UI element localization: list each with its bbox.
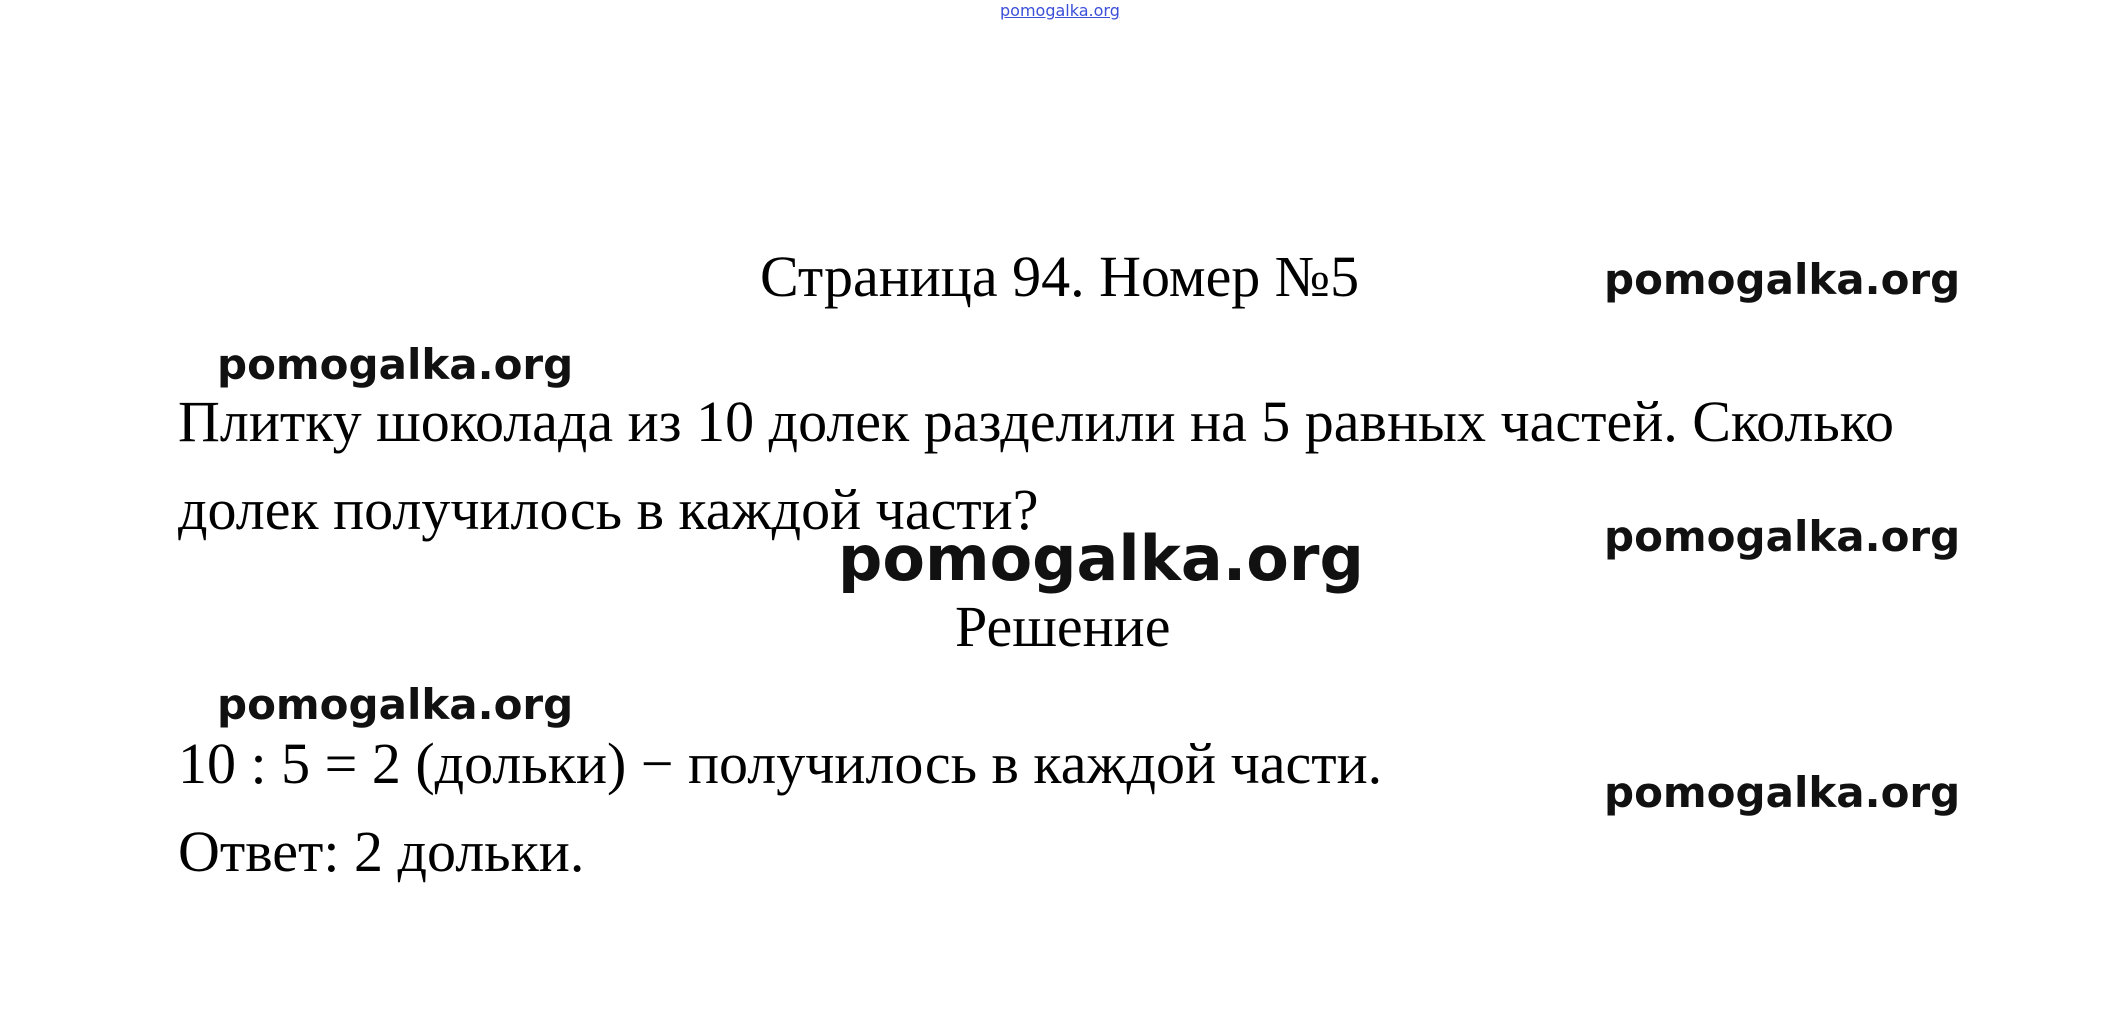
solution-heading: Решение <box>955 594 1171 659</box>
solution-text <box>178 720 1382 896</box>
answer-line: Ответ: 2 дольки. <box>178 819 585 884</box>
problem-line-2: долек получилось в каждой части? <box>178 477 1039 542</box>
watermark-top-link[interactable]: pomogalka.org <box>1000 1 1120 20</box>
watermark-center: pomogalka.org <box>838 522 1364 595</box>
solution-line-1: 10 : 5 = 2 (дольки) − получилось в каждой части. <box>178 731 1383 796</box>
page-title: Страница 94. Номер №5 <box>760 244 1360 309</box>
watermark-right-2: pomogalka.org <box>1604 512 1961 561</box>
watermark-left-1: pomogalka.org <box>217 340 574 389</box>
watermark-right-3: pomogalka.org <box>1604 768 1961 817</box>
watermark-right-1: pomogalka.org <box>1604 255 1961 304</box>
problem-line-1: Плитку шоколада из 10 долек разделили на 5 равных частей. Сколько <box>178 389 1895 454</box>
watermark-left-2: pomogalka.org <box>217 680 574 729</box>
